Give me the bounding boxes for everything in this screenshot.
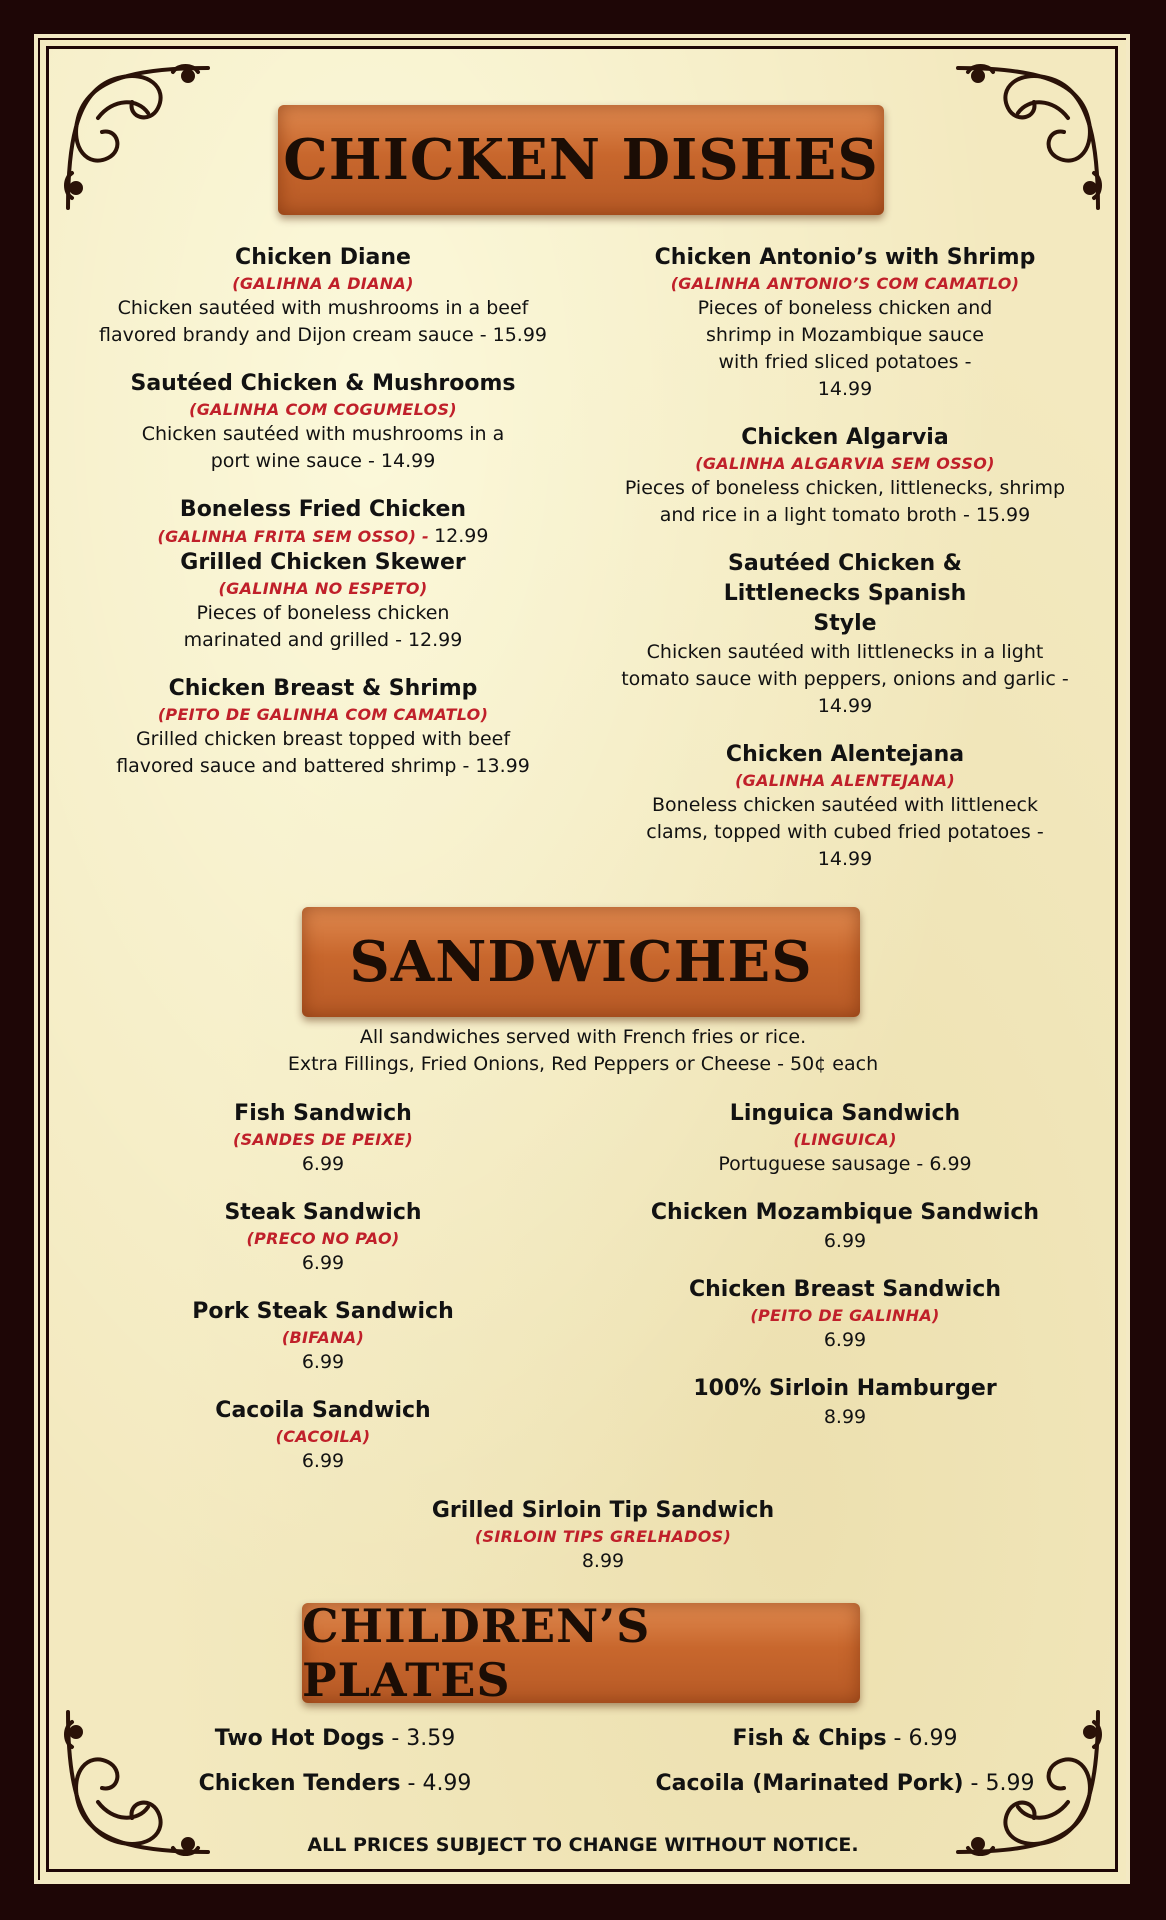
section-title: CHICKEN DISHES: [283, 127, 879, 193]
item-name: Chicken Algarvia: [741, 425, 949, 450]
item-name: Fish Sandwich: [234, 1101, 412, 1126]
item-price: 6.99: [301, 1153, 345, 1175]
menu-item: [98, 369, 548, 475]
item-name: 100% Sirloin Hamburger: [693, 1376, 997, 1401]
menu-item: [610, 243, 1080, 403]
item-price: 8.99: [581, 1550, 625, 1572]
section-title: SANDWICHES: [349, 929, 813, 995]
menu-item: [630, 1275, 1060, 1354]
item-name: Linguica Sandwich: [729, 1101, 961, 1126]
menu-item: [148, 1297, 498, 1376]
menu-item: [148, 1396, 498, 1475]
sandwich-left-column: [148, 1099, 498, 1495]
item-description: Boneless chicken sautéed with littleneck clams, topped with cubed fried potatoes - 14.99: [646, 794, 1044, 870]
item-price: 6.99: [823, 1230, 867, 1252]
item-price: 8.99: [823, 1406, 867, 1428]
item-name: Grilled Chicken Skewer: [180, 550, 466, 575]
item-portuguese-name: (GALINHA ALGARVIA SEM OSSO): [695, 454, 995, 473]
item-portuguese-name: (GALINHA NO ESPETO): [218, 579, 428, 598]
item-price: 6.99: [823, 1329, 867, 1351]
item-name: Chicken Diane: [235, 245, 411, 270]
item-price: 6.99: [301, 1450, 345, 1472]
item-name: Chicken Breast Sandwich: [689, 1277, 1001, 1302]
kids-item: [610, 1724, 1080, 1754]
item-portuguese-name: (BIFANA): [281, 1328, 365, 1347]
item-portuguese-name: (PEITO DE GALINHA): [750, 1306, 940, 1325]
menu-item: [610, 740, 1080, 873]
sandwich-extras-note: Extra Fillings, Fried Onions, Red Peppers or Cheese - 50¢ each: [287, 1053, 879, 1075]
chicken-dishes-banner: [278, 105, 884, 215]
chicken-right-column: [610, 243, 1080, 893]
menu-item: [630, 1198, 1060, 1255]
item-name: Sautéed Chicken & Littlenecks Spanish Style: [723, 551, 967, 636]
item-portuguese-name: (PRECO NO PAO): [246, 1229, 400, 1248]
item-name: Chicken Mozambique Sandwich: [650, 1200, 1040, 1225]
item-name: Pork Steak Sandwich: [192, 1299, 454, 1324]
item-description: Grilled chicken breast topped with beef flavored sauce and battered shrimp - 13.99: [116, 728, 530, 777]
menu-item: [148, 1099, 498, 1178]
corner-ornament-icon: [938, 58, 1108, 228]
chicken-left-column: [98, 243, 548, 800]
item-portuguese-name: (PEITO DE GALINHA COM CAMATLO): [157, 705, 489, 724]
item-portuguese-name: (SANDES DE PEIXE): [233, 1130, 413, 1149]
item-name: Chicken Antonio’s with Shrimp: [654, 245, 1036, 270]
item-name: Cacoila Sandwich: [215, 1398, 431, 1423]
menu-item: [98, 548, 548, 654]
sandwich-right-column: [630, 1099, 1060, 1451]
item-description: Pieces of boneless chicken, littlenecks, shrimp and rice in a light tomato broth - 15.99: [624, 477, 1066, 526]
item-price: - 3.59: [384, 1726, 456, 1751]
sandwiches-banner: [302, 907, 860, 1017]
menu-item: [610, 423, 1080, 529]
item-name: Fish & Chips: [732, 1726, 887, 1751]
menu-item: [98, 495, 548, 548]
item-price: - 5.99: [963, 1771, 1035, 1796]
item-portuguese-name: (GALINHA FRITA SEM OSSO) -: [157, 527, 429, 546]
item-name: Two Hot Dogs: [214, 1726, 385, 1751]
item-name: Cacoila (Marinated Pork): [655, 1771, 964, 1796]
item-portuguese-name: (LINGUICA): [793, 1130, 897, 1149]
item-name: Chicken Alentejana: [725, 742, 965, 767]
item-portuguese-name: (GALINHA COM COGUMELOS): [189, 400, 457, 419]
item-portuguese-name: (CACOILA): [275, 1427, 371, 1446]
item-portuguese-name: (GALINHA ANTONIO’S COM CAMATLO): [670, 274, 1020, 293]
kids-item: [150, 1769, 520, 1799]
menu-item: [630, 1099, 1060, 1178]
sandwich-note: All sandwiches served with French fries or rice.: [359, 1026, 807, 1048]
item-portuguese-name: (GALINHA ALENTEJANA): [735, 771, 955, 790]
section-title: CHILDREN’S PLATES: [302, 1599, 651, 1707]
item-price: 6.99: [301, 1252, 345, 1274]
item-price: - 4.99: [400, 1771, 472, 1796]
item-name: Chicken Tenders: [198, 1771, 401, 1796]
item-portuguese-name: (GALIHNA A DIANA): [232, 274, 414, 293]
item-description: Pieces of boneless chicken and shrimp in Mozambique sauce with fried sliced potatoes - 14.99: [697, 297, 993, 400]
item-description: Chicken sautéed with mushrooms in a beef flavored brandy and Dijon cream sauce - 15.99: [98, 297, 547, 346]
item-name: Sautéed Chicken & Mushrooms: [130, 371, 516, 396]
item-description: Portuguese sausage - 6.99: [718, 1153, 972, 1175]
item-description: Chicken sautéed with mushrooms in a port wine sauce - 14.99: [141, 423, 505, 472]
menu-item: [98, 243, 548, 349]
item-description: Pieces of boneless chicken marinated and grilled - 12.99: [183, 602, 463, 651]
price-disclaimer: ALL PRICES SUBJECT TO CHANGE WITHOUT NOTICE.: [307, 1834, 859, 1856]
item-name: Steak Sandwich: [224, 1200, 422, 1225]
item-name: Chicken Breast & Shrimp: [168, 676, 478, 701]
kids-item: [150, 1724, 520, 1754]
item-name: Boneless Fried Chicken: [179, 497, 467, 522]
item-price: 6.99: [301, 1351, 345, 1373]
item-name: Grilled Sirloin Tip Sandwich: [431, 1498, 775, 1523]
item-price: 12.99: [434, 525, 489, 547]
menu-item: [610, 549, 1080, 720]
menu-item: [98, 674, 548, 780]
corner-ornament-icon: [58, 58, 228, 228]
childrens-plates-banner: [302, 1599, 860, 1707]
menu-item: [630, 1374, 1060, 1431]
item-price: - 6.99: [886, 1726, 958, 1751]
menu-item: [148, 1198, 498, 1277]
sandwich-center-item: [383, 1496, 823, 1575]
item-description: Chicken sautéed with littlenecks in a light tomato sauce with peppers, onions and garlic - 14.99: [621, 641, 1069, 717]
kids-item: [610, 1769, 1080, 1799]
item-portuguese-name: (SIRLOIN TIPS GRELHADOS): [474, 1527, 732, 1546]
